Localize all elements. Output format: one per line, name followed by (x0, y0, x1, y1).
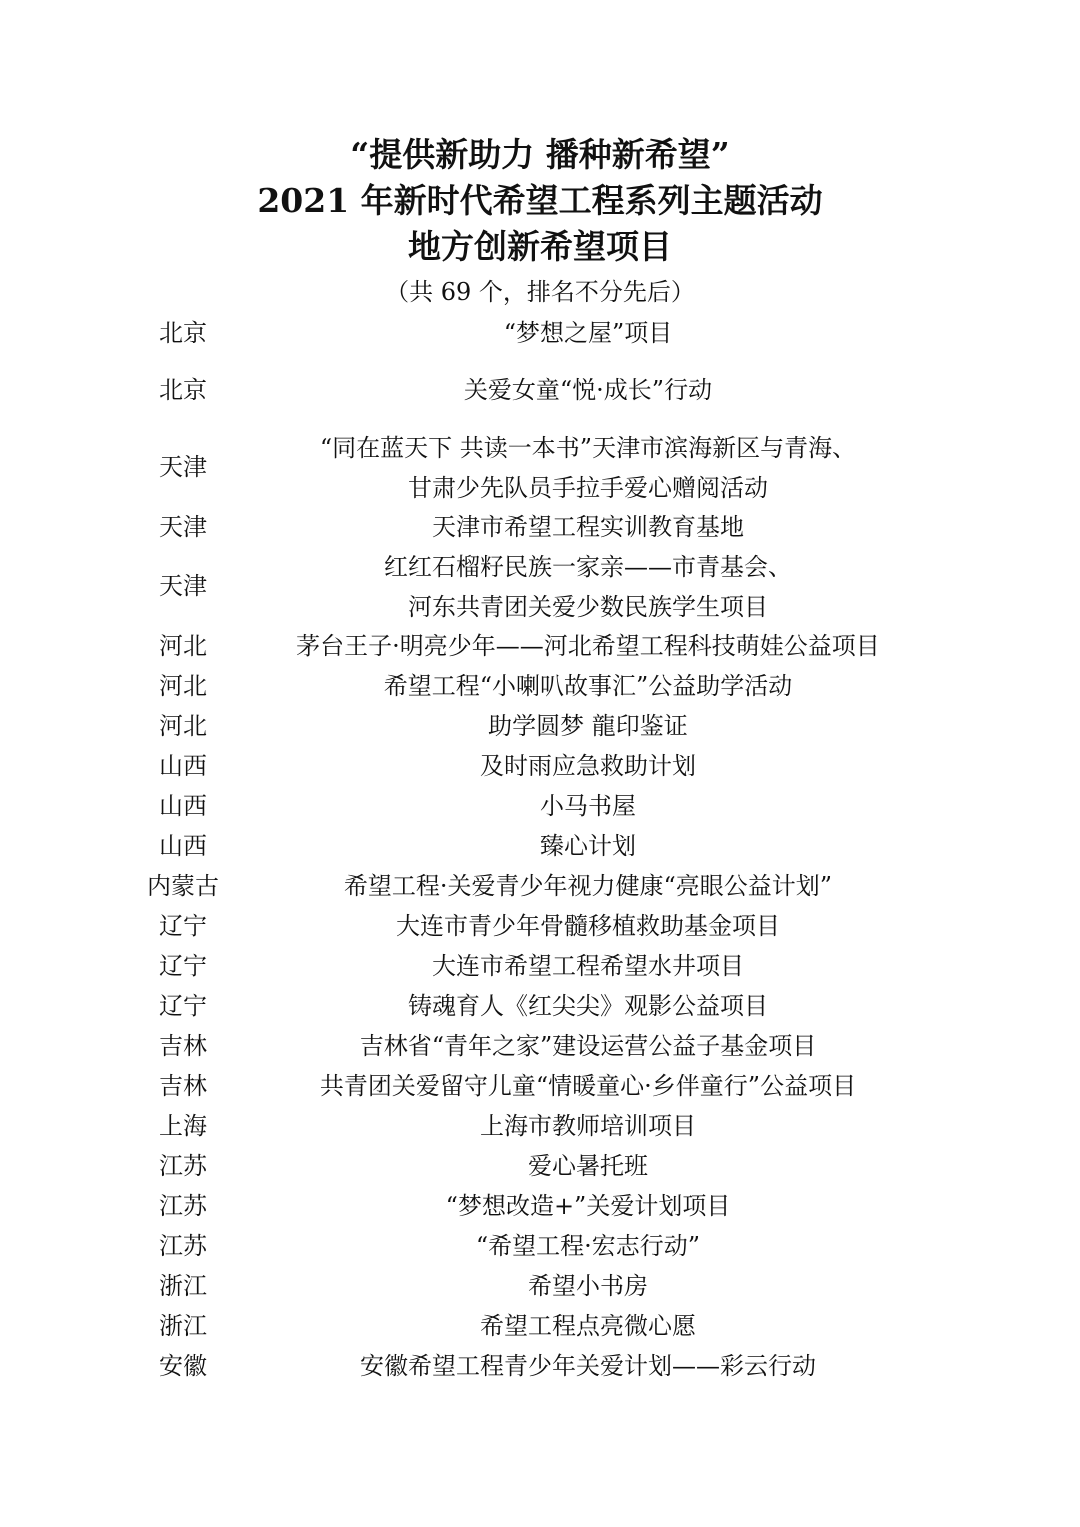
project-text: 关爱女童“悦·成长”行动 (463, 376, 713, 404)
province-cell: 上海 (159, 1112, 207, 1140)
project-text: 臻心计划 (540, 832, 636, 860)
title-line-1: “提供新助力 播种新希望” (350, 135, 730, 174)
title-line-3: 地方创新希望项目 (408, 227, 672, 266)
project-cell (238, 1346, 938, 1386)
province-cell: 辽宁 (159, 912, 207, 940)
project-cell (238, 786, 938, 826)
province-cell: 安徽 (159, 1352, 207, 1380)
project-cell (238, 1026, 938, 1066)
project-text: 上海市教师培训项目 (480, 1112, 696, 1140)
project-text: 甘肃少先队员手拉手爱心赠阅活动 (408, 474, 768, 502)
province-cell: 河北 (159, 712, 207, 740)
project-text: 希望工程“小喇叭故事汇”公益助学活动 (383, 672, 793, 700)
project-cell (238, 1266, 938, 1306)
project-text: 爱心暑托班 (528, 1152, 648, 1180)
project-cell (238, 746, 938, 786)
project-cell (238, 946, 938, 986)
project-text: 大连市青少年骨髓移植救助基金项目 (396, 912, 780, 940)
project-cell (238, 906, 938, 946)
project-text: “梦想改造+”关爱计划项目 (445, 1192, 731, 1220)
province-cell: 北京 (159, 319, 207, 347)
project-cell (238, 507, 938, 547)
project-cell (238, 986, 938, 1026)
project-text: 天津市希望工程实训教育基地 (432, 513, 744, 541)
province-cell: 河北 (159, 672, 207, 700)
project-cell (238, 370, 938, 410)
title-line-2: 2021 年新时代希望工程系列主题活动 (257, 181, 823, 220)
province-cell: 山西 (159, 752, 207, 780)
project-cell (238, 1306, 938, 1346)
project-text: 红红石榴籽民族一家亲——市青基会、 (384, 553, 792, 581)
province-cell: 北京 (159, 376, 207, 404)
project-text: 大连市希望工程希望水井项目 (432, 952, 744, 980)
project-cell (238, 826, 938, 866)
province-cell: 吉林 (159, 1032, 207, 1060)
project-cell (238, 666, 938, 706)
province-cell: 内蒙古 (147, 872, 219, 900)
province-cell: 辽宁 (159, 992, 207, 1020)
project-cell (238, 428, 938, 508)
project-text: 希望工程·关爱青少年视力健康“亮眼公益计划” (343, 872, 833, 900)
province-cell: 浙江 (159, 1312, 207, 1340)
project-cell (238, 626, 938, 666)
project-text: 共青团关爱留守儿童“情暖童心·乡伴童行”公益项目 (319, 1072, 857, 1100)
project-text: 铸魂育人《红尖尖》观影公益项目 (408, 992, 768, 1020)
project-cell (238, 313, 938, 353)
province-cell: 江苏 (159, 1232, 207, 1260)
province-cell: 浙江 (159, 1272, 207, 1300)
project-text: 小马书屋 (540, 792, 636, 820)
province-cell: 天津 (159, 572, 207, 600)
province-cell: 江苏 (159, 1152, 207, 1180)
project-text: 茅台王子·明亮少年——河北希望工程科技萌娃公益项目 (296, 632, 880, 660)
project-cell (238, 1146, 938, 1186)
project-cell (238, 547, 938, 627)
document-subtitle: （共 69 个，排名不分先后） (385, 278, 695, 306)
project-text: “希望工程·宏志行动” (475, 1232, 701, 1260)
project-text: “梦想之屋”项目 (503, 319, 673, 347)
project-cell (238, 1066, 938, 1106)
province-cell: 天津 (159, 453, 207, 481)
province-cell: 河北 (159, 632, 207, 660)
project-text: 希望小书房 (528, 1272, 648, 1300)
project-text: 希望工程点亮微心愿 (480, 1312, 696, 1340)
province-cell: 山西 (159, 792, 207, 820)
province-cell: 辽宁 (159, 952, 207, 980)
project-cell (238, 1186, 938, 1226)
province-cell: 吉林 (159, 1072, 207, 1100)
province-cell: 江苏 (159, 1192, 207, 1220)
project-cell (238, 1106, 938, 1146)
province-cell: 山西 (159, 832, 207, 860)
province-cell: 天津 (159, 513, 207, 541)
project-text: 安徽希望工程青少年关爱计划——彩云行动 (360, 1352, 816, 1380)
project-cell (238, 706, 938, 746)
project-text: 及时雨应急救助计划 (480, 752, 696, 780)
project-cell (238, 866, 938, 906)
project-cell (238, 1226, 938, 1266)
project-text: “同在蓝天下 共读一本书”天津市滨海新区与青海、 (319, 434, 857, 462)
project-text: 吉林省“青年之家”建设运营公益子基金项目 (359, 1032, 817, 1060)
project-text: 河东共青团关爱少数民族学生项目 (408, 593, 768, 621)
project-text: 助学圆梦 龍印鉴证 (488, 712, 688, 740)
